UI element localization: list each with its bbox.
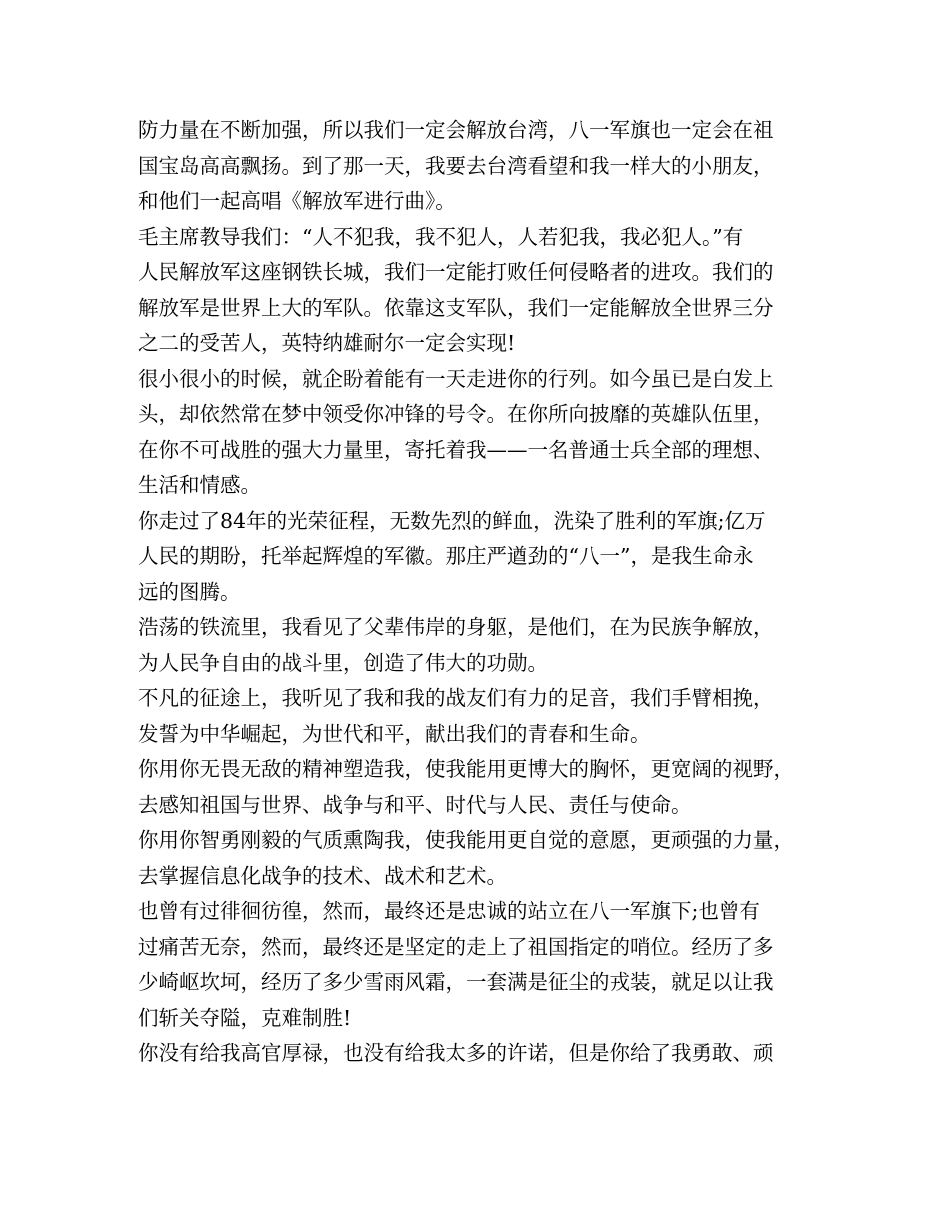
- text-line: 不凡的征途上，我听见了我和我的战友们有力的足音，我们手臂相挽，: [138, 686, 774, 710]
- text-line: 头，却依然常在梦中领受你冲锋的号令。在你所向披靡的英雄队伍里，: [138, 402, 774, 426]
- text-line: 过痛苦无奈，然而，最终还是坚定的走上了祖国指定的哨位。经历了多: [138, 934, 774, 959]
- text-line: 发誓为中华崛起，为世代和平，献出我们的青春和生命。: [138, 721, 651, 746]
- text-line: 浩荡的铁流里，我看见了父辈伟岸的身躯，是他们，在为民族争解放，: [138, 615, 774, 639]
- body-text: [138, 113, 828, 1072]
- text-line: 为人民争自由的战斗里，创造了伟大的功勋。: [138, 650, 548, 675]
- text-line: 你没有给我高官厚禄，也没有给我太多的许诺，但是你给了我勇敢、顽: [138, 1041, 774, 1065]
- text-line: 很小很小的时候，就企盼着能有一天走进你的行列。如今虽已是白发上: [138, 366, 774, 391]
- text-line: 在你不可战胜的强大力量里，寄托着我——一名普通士兵全部的理想、: [138, 437, 774, 462]
- text-line: 也曾有过徘徊彷徨，然而，最终还是忠诚的站立在八一军旗下;也曾有: [138, 899, 760, 923]
- text-line: 们斩关夺隘，克难制胜!: [138, 1005, 352, 1030]
- text-line: 去掌握信息化战争的技术、战术和艺术。: [138, 863, 507, 888]
- text-line: 少崎岖坎坷，经历了多少雪雨风霜，一套满是征尘的戎装，就足以让我: [138, 970, 774, 994]
- text-line: 生活和情感。: [138, 473, 261, 497]
- text-line: 远的图腾。: [138, 579, 241, 604]
- text-line: 你用你智勇刚毅的气质熏陶我，使我能用更自觉的意愿，更顽强的力量，: [138, 828, 794, 852]
- text-line: 人民解放军这座钢铁长城，我们一定能打败任何侵略者的进攻。我们的: [138, 260, 774, 284]
- text-line: 你用你无畏无敌的精神塑造我，使我能用更博大的胸怀，更宽阔的视野，: [138, 757, 794, 781]
- text-line: 毛主席教导我们：“人不犯我，我不犯人，人若犯我，我必犯人。”有: [138, 224, 744, 249]
- text-line: 之二的受苦人，英特纳雄耐尔一定会实现!: [138, 331, 516, 355]
- text-line: 国宝岛高高飘扬。到了那一天，我要去台湾看望和我一样大的小朋友，: [138, 153, 774, 178]
- text-line: 去感知祖国与世界、战争与和平、时代与人民、责任与使命。: [138, 792, 692, 817]
- text-line: 你走过了84年的光荣征程，无数先烈的鲜血，洗染了胜利的军旗;亿万: [138, 508, 766, 533]
- text-line: 人民的期盼，托举起辉煌的军徽。那庄严遒劲的“八一”，是我生命永: [138, 544, 754, 568]
- text-line: 防力量在不断加强，所以我们一定会解放台湾，八一军旗也一定会在祖: [138, 118, 774, 142]
- text-line: 解放军是世界上大的军队。依靠这支军队，我们一定能解放全世界三分: [138, 295, 774, 320]
- text-line: 和他们一起高唱《解放军进行曲》。: [138, 189, 456, 213]
